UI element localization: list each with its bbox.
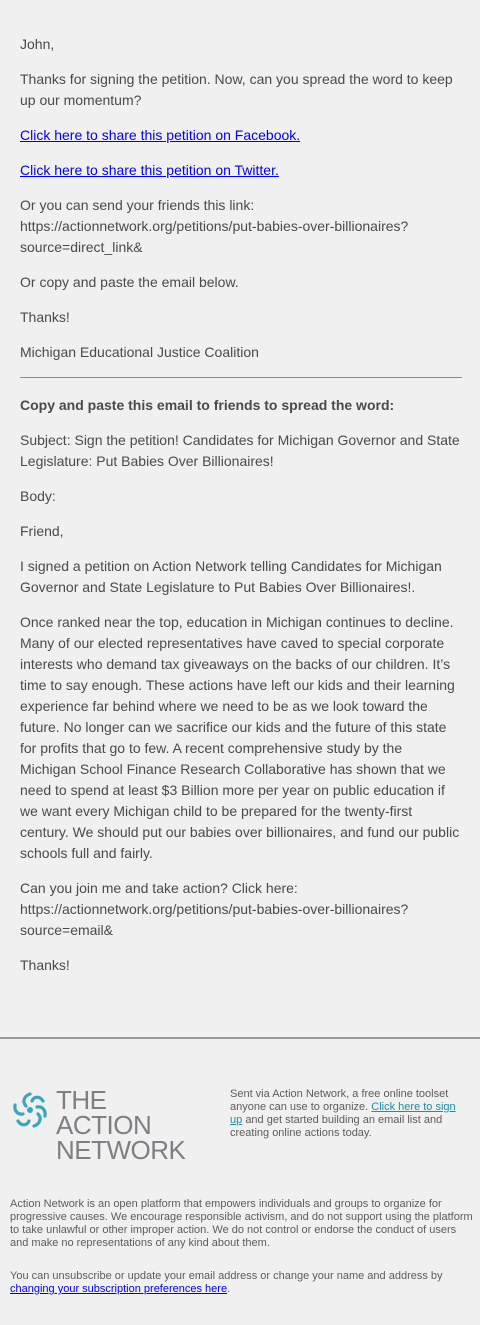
sent-via-text bbox=[230, 1088, 470, 1140]
sent-text-after: and get started building an email list and creating online actions today. bbox=[230, 1114, 443, 1139]
logo-wordmark bbox=[56, 1085, 200, 1165]
forward-body-label: Body: bbox=[20, 488, 56, 504]
send-link-label: Or you can send your friends this link: bbox=[20, 197, 255, 213]
sent-text: Sent via Action Network, a free online toolset anyone can use to organize. bbox=[230, 1088, 449, 1113]
unsub-text: You can unsubscribe or update your email address or change your name and address by bbox=[10, 1270, 443, 1282]
logo-line-1: THE ACTION bbox=[56, 1085, 152, 1140]
direct-link-text: https://actionnetwork.org/petitions/put-babies-over-billionaires?source=direct_link& bbox=[20, 218, 409, 255]
forward-salutation: Friend, bbox=[20, 523, 64, 539]
petition-text: Once ranked near the top, education in Michigan continues to decline. Many of our elected representatives have caved to special corporate interests who demand tax giveaways on the backs of our children. It’s time to say enough. These actions have left our kids and their learning experience far behind where we need to be as we look toward the future. No longer can we sacrifice our kids and the future of this state for profits that go to few. A recent comprehensive study by the Michigan School Finance Research Collaborative has shown that we need to spend at least $3 Billion more per year on public education if we want every Michigan child to be prepared for the twenty-first century. We should put our babies over billionaires, and fund our public schools full and fairly. bbox=[20, 614, 460, 861]
logo-line-2: NETWORK bbox=[56, 1135, 186, 1165]
intro-text: Thanks for signing the petition. Now, can you spread the word to keep up our momentum? bbox=[20, 71, 453, 108]
forward-thanks: Thanks! bbox=[20, 957, 70, 973]
direct-link-paragraph bbox=[20, 195, 462, 258]
action-network-logo[interactable] bbox=[10, 1085, 200, 1165]
thanks-text: Thanks! bbox=[20, 309, 70, 325]
copy-paste-text: Or copy and paste the email below. bbox=[20, 274, 239, 290]
share-facebook-link[interactable]: Click here to share this petition on Facebook. bbox=[20, 127, 301, 143]
email-body bbox=[20, 34, 462, 990]
signature: Michigan Educational Justice Coalition bbox=[20, 344, 259, 360]
forward-signed-text: I signed a petition on Action Network telling Candidates for Michigan Governor and State Legislature to Put Babies Over Billionaires!. bbox=[20, 558, 442, 595]
join-label: Can you join me and take action? Click here: bbox=[20, 880, 298, 896]
unsub-end: . bbox=[227, 1283, 231, 1295]
divider bbox=[20, 377, 462, 378]
logo-mark-icon bbox=[10, 1090, 50, 1130]
footer-divider bbox=[0, 1037, 480, 1039]
legal-text: Action Network is an open platform that empowers individuals and groups to organize for progressive causes. We encourage responsible activism, and do not support using the platform to take unlawful or other improper action. We do not control or endorse the conduct of users and make no representations of any kind about them. bbox=[10, 1198, 473, 1249]
forward-subject: Subject: Sign the petition! Candidates for Michigan Governor and State Legislature: Put Babies Over Billionaires! bbox=[20, 432, 460, 469]
signup-link[interactable]: Click here to sign up bbox=[230, 1101, 456, 1126]
subscription-preferences-link[interactable]: changing your subscription preferences here bbox=[10, 1283, 228, 1295]
greeting: John, bbox=[20, 36, 55, 52]
email-link-text: https://actionnetwork.org/petitions/put-babies-over-billionaires?source=email& bbox=[20, 901, 409, 938]
forward-heading: Copy and paste this email to friends to spread the word: bbox=[20, 397, 395, 413]
join-paragraph bbox=[20, 878, 462, 941]
share-twitter-link[interactable]: Click here to share this petition on Twitter. bbox=[20, 162, 279, 178]
unsubscribe-text bbox=[10, 1270, 474, 1296]
